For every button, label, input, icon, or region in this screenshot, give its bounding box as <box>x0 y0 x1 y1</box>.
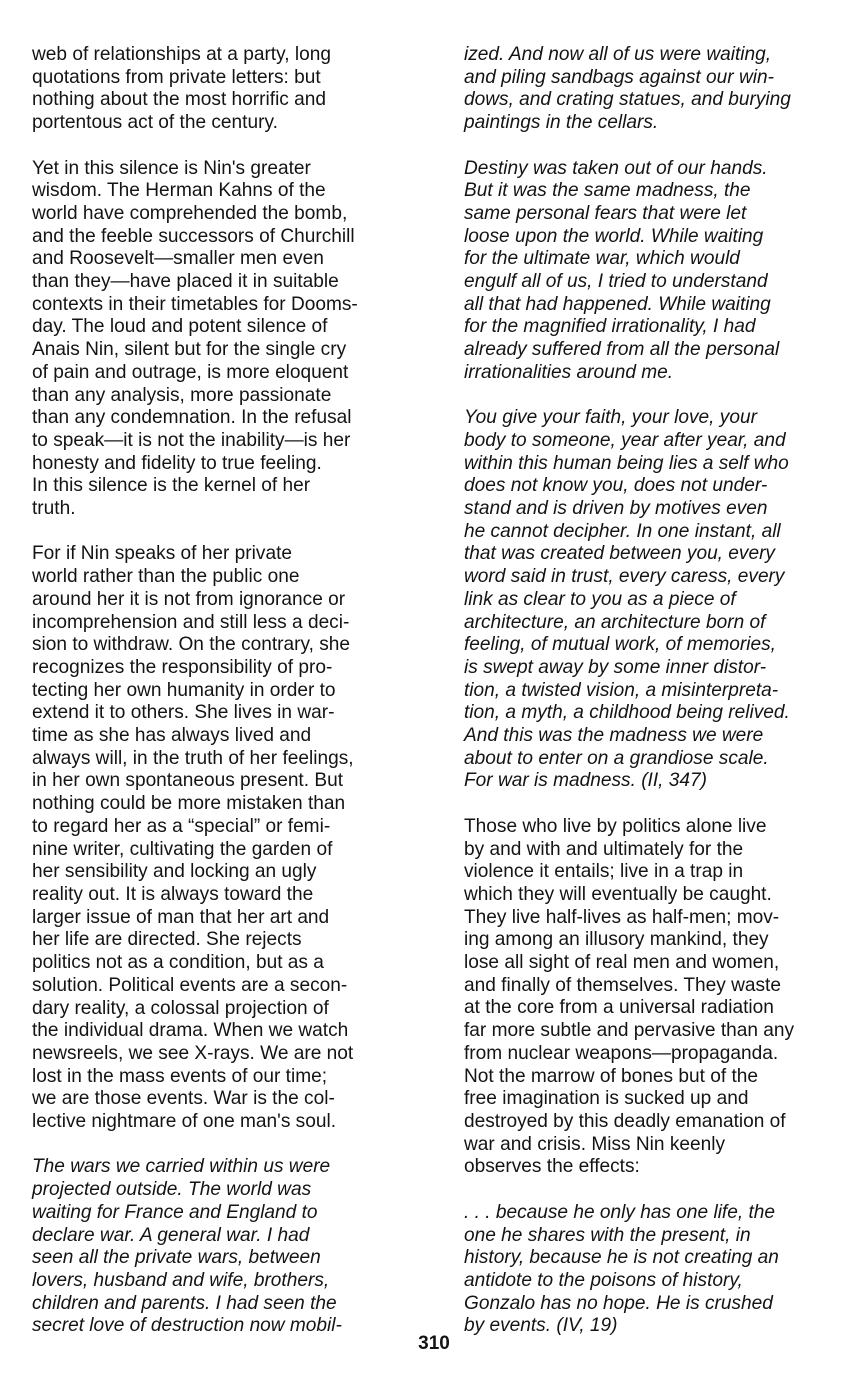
page-number: 310 <box>418 1333 450 1354</box>
right-paragraph-politics: Those who live by politics alone live by and with and ultimately for the violence it entails; live in a trap in which they will eventually be caught. They live half-lives as half-men; mov- ing among an illusory mankind, they lose all sight of real men and women, and finally of themselves. They waste at the core from a universal radiation far more subtle and pervasive than any from nuclear weapons—propaganda. Not the marrow of bones but of the free imagination is sucked up and destroyed by this deadly emanation of war and crisis. Miss Nin keenly observes the effects: <box>464 815 795 1178</box>
left-paragraph-2: Yet in this silence is Nin's greater wisdom. The Herman Kahns of the world have comprehended the bomb, and the feeble successors of Churchill and Roosevelt—smaller men even than they—have placed it in suitable contexts in their timetables for Dooms- day. The loud and potent silence of Anais Nin, silent but for the single cry of pain and outrage, is more eloquent than any analysis, more passionate than any condemnation. In the refusal to speak—it is not the inability—is her honesty and fidelity to true feeling. In this silence is the kernel of her truth. <box>32 157 358 520</box>
right-quote-gonzalo: . . . because he only has one life, the one he shares with the present, in history, because he is not creating an antidote to the poisons of history, Gonzalo has no hope. He is crushed by events. (IV, 19) <box>464 1201 779 1337</box>
left-paragraph-1: web of relationships at a party, long quotations from private letters: but nothing about the most horrific and portentous act of the century. <box>32 44 331 134</box>
left-paragraph-3: For if Nin speaks of her private world rather than the public one around her it is not from ignorance or incomprehension and still less a deci- sion to withdraw. On the contrary, she recognizes the responsibility of pro- tecting her own humanity in order to extend it to others. She lives in war- time as she has always lived and always will, in the truth of her feelings, in her own spontaneous present. But nothing could be more mistaken than to regard her as a “special” or femi- nine writer, cultivating the garden of her sensibility and locking an ugly reality out. It is always toward the larger issue of man that her art and her life are directed. She rejects politics not as a condition, but as a solution. Political events are a secon- dary reality, a colossal projection of the individual drama. When we watch newsreels, we see X-rays. We are not lost in the mass events of our time; we are those events. War is the col- lective nightmare of one man's soul. <box>32 543 354 1133</box>
right-column <box>464 44 854 1361</box>
left-quote-block: The wars we carried within us were projected outside. The world was waiting for France and England to declare war. A general war. I had seen all the private wars, between lovers, husband and wife, brothers, children and parents. I had seen the secret love of destruction now mobil- <box>32 1156 342 1337</box>
left-column <box>32 44 432 1361</box>
right-quote-paragraph-3: You give your faith, your love, your body to someone, year after year, and within this human being lies a self who does not know you, does not under- stand and is driven by motives even he cannot decipher. In one instant, all that was created between you, every word said in trust, every caress, every link as clear to you as a piece of architecture, an architecture born of feeling, of mutual work, of memories, is swept away by some inner distor- tion, a twisted vision, a misinterpreta- tion, a myth, a childhood being relived. And this was the madness we were about to enter on a grandiose scale. For war is madness. (II, 347) <box>464 407 790 792</box>
right-quote-continuation: ized. And now all of us were waiting, and piling sandbags against our win- dows, and crating statues, and burying paintings in the cellars. <box>464 44 791 134</box>
right-quote-paragraph-2: Destiny was taken out of our hands. But it was the same madness, the same personal fears that were let loose upon the world. While waiting for the ultimate war, which would engulf all of us, I tried to understand all that had happened. While waiting for the magnified irrationality, I had already suffered from all the personal irrationalities around me. <box>464 157 780 383</box>
